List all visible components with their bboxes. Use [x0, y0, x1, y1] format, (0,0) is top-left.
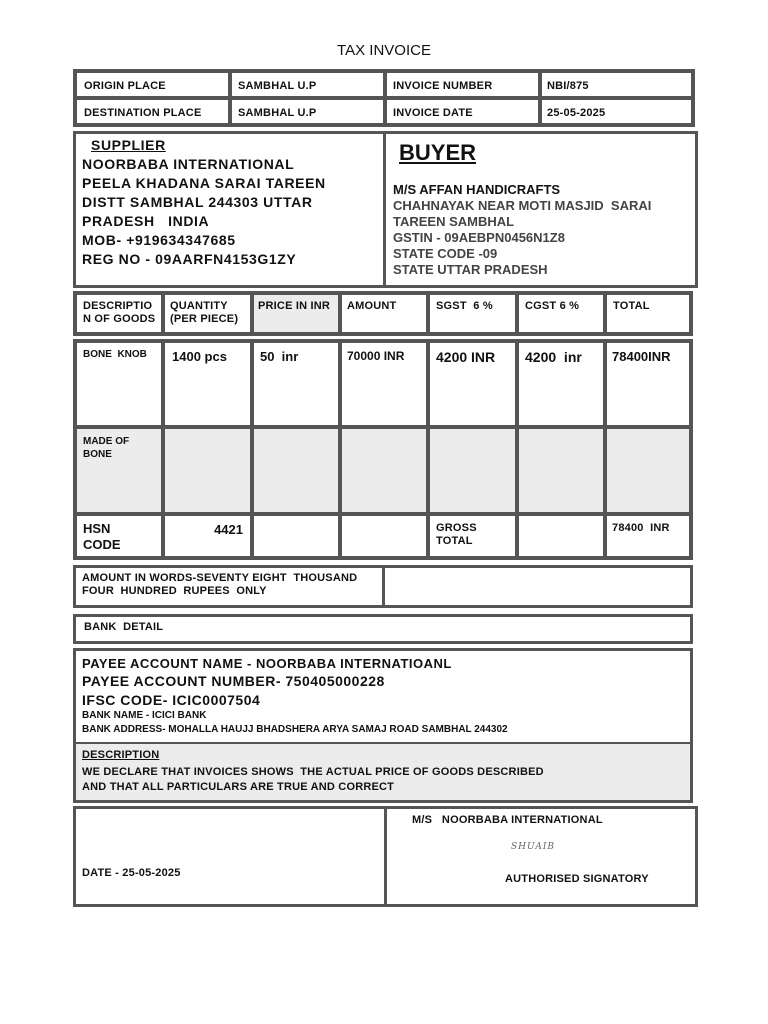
buyer-line: STATE UTTAR PRADESH	[393, 262, 548, 277]
header-cell-quantity	[163, 293, 252, 334]
item-amount: 70000 INR	[347, 349, 405, 363]
page-title: TAX INVOICE	[337, 42, 431, 59]
supplier-line: PRADESH INDIA	[82, 213, 210, 229]
origin-value: SAMBHAL U.P	[238, 80, 317, 92]
table-cell	[517, 427, 605, 514]
header-sgst: SGST 6 %	[436, 300, 493, 312]
table-cell	[428, 341, 517, 427]
table-cell	[605, 341, 691, 427]
invoice-date-value-cell	[540, 98, 693, 125]
authorised-signatory: AUTHORISED SIGNATORY	[505, 873, 649, 885]
table-cell	[340, 427, 428, 514]
hsn-label: HSN CODE	[83, 521, 121, 552]
bank-detail-heading: BANK DETAIL	[84, 621, 164, 633]
invoice-number-label-cell	[385, 71, 540, 98]
buyer-name: M/S AFFAN HANDICRAFTS	[393, 182, 561, 197]
gross-total-value: 78400 INR	[612, 522, 670, 534]
table-cell	[517, 341, 605, 427]
table-cell	[428, 427, 517, 514]
supplier-section	[82, 137, 382, 269]
description-line: AND THAT ALL PARTICULARS ARE TRUE AND CORRECT	[82, 781, 395, 793]
hsn-value: 4421	[214, 522, 243, 537]
header-cell-total	[605, 293, 691, 334]
supplier-line: DISTT SAMBHAL 244303 UTTAR	[82, 194, 313, 210]
origin-value-cell	[230, 71, 385, 98]
table-cell	[252, 427, 340, 514]
table-cell	[605, 514, 691, 558]
supplier-line: NOORBABA INTERNATIONAL	[82, 156, 295, 172]
buyer-line: STATE CODE -09	[393, 246, 498, 261]
item-price: 50 inr	[260, 349, 299, 364]
table-cell	[340, 341, 428, 427]
header-cell-price	[252, 293, 340, 334]
item-cgst: 4200 inr	[525, 349, 582, 365]
footer-company: M/S NOORBABA INTERNATIONAL	[412, 814, 603, 826]
payee-account-number: PAYEE ACCOUNT NUMBER- 750405000228	[82, 673, 385, 689]
table-cell	[163, 514, 252, 558]
table-cell	[252, 514, 340, 558]
table-row	[75, 514, 163, 558]
buyer-section	[393, 140, 693, 278]
destination-label: DESTINATION PLACE	[84, 107, 202, 119]
table-cell	[163, 427, 252, 514]
footer-divider	[384, 808, 387, 905]
table-cell	[428, 514, 517, 558]
invoice-number-value-cell	[540, 71, 693, 98]
table-cell	[517, 514, 605, 558]
buyer-heading: BUYER	[399, 140, 477, 165]
bank-detail-heading-box	[73, 614, 693, 644]
item-sub-description: MADE OF BONE	[83, 436, 130, 460]
item-description: BONE KNOB	[83, 349, 147, 360]
origin-label: ORIGIN PLACE	[84, 80, 166, 92]
destination-value-cell	[230, 98, 385, 125]
header-amount: AMOUNT	[347, 300, 397, 312]
header-total: TOTAL	[613, 300, 650, 312]
item-total: 78400INR	[612, 349, 671, 364]
payee-account-name: PAYEE ACCOUNT NAME - NOORBABA INTERNATIOANL	[82, 656, 452, 671]
supplier-line: MOB- +919634347685	[82, 232, 236, 248]
header-cell-amount	[340, 293, 428, 334]
bank-address: BANK ADDRESS- MOHALLA HAUJJ BHADSHERA ARYA SAMAJ ROAD SAMBHAL 244302	[82, 724, 508, 735]
supplier-line: REG NO - 09AARFN4153G1ZY	[82, 251, 297, 267]
origin-label-cell	[75, 71, 230, 98]
buyer-line: TAREEN SAMBHAL	[393, 214, 515, 229]
buyer-line: CHAHNAYAK NEAR MOTI MASJID SARAI	[393, 198, 652, 213]
invoice-date-value: 25-05-2025	[547, 107, 606, 119]
header-cell-cgst	[517, 293, 605, 334]
header-cgst: CGST 6 %	[525, 300, 580, 312]
invoice-date-label: INVOICE DATE	[393, 107, 473, 119]
description-heading: DESCRIPTION	[82, 749, 160, 761]
header-cell-description	[75, 293, 163, 334]
table-cell	[163, 341, 252, 427]
ifsc-code: IFSC CODE- ICIC0007504	[82, 692, 261, 708]
amount-words-divider	[382, 567, 385, 606]
table-cell	[340, 514, 428, 558]
invoice-number-value: NBI/875	[547, 80, 589, 92]
description-section	[76, 742, 690, 800]
destination-label-cell	[75, 98, 230, 125]
item-quantity: 1400 pcs	[172, 349, 227, 364]
header-quantity: QUANTITY (PER PIECE)	[170, 300, 239, 325]
amount-in-words: AMOUNT IN WORDS-SEVENTY EIGHT THOUSAND FOUR HUNDRED RUPEES ONLY	[82, 572, 361, 597]
table-cell	[605, 427, 691, 514]
bank-info	[82, 655, 687, 737]
destination-value: SAMBHAL U.P	[238, 107, 317, 119]
supplier-heading: SUPPLIER	[91, 137, 166, 153]
invoice-date-label-cell	[385, 98, 540, 125]
bank-name: BANK NAME - ICICI BANK	[82, 710, 207, 721]
gross-total-label: GROSS TOTAL	[436, 522, 477, 547]
buyer-line: GSTIN - 09AEBPN0456N1Z8	[393, 230, 565, 245]
signature: SHUAIB	[511, 842, 555, 852]
supplier-buyer-divider	[383, 133, 386, 286]
table-row	[75, 341, 163, 427]
description-line: WE DECLARE THAT INVOICES SHOWS THE ACTUAL PRICE OF GOODS DESCRIBED	[82, 766, 544, 778]
header-description: DESCRIPTIO N OF GOODS	[83, 300, 156, 325]
header-cell-sgst	[428, 293, 517, 334]
item-sgst: 4200 INR	[436, 349, 496, 365]
header-price: PRICE IN INR	[258, 300, 331, 312]
invoice-number-label: INVOICE NUMBER	[393, 80, 493, 92]
supplier-line: PEELA KHADANA SARAI TAREEN	[82, 175, 326, 191]
table-cell	[252, 341, 340, 427]
table-row	[75, 427, 163, 514]
footer-date: DATE - 25-05-2025	[82, 867, 181, 879]
